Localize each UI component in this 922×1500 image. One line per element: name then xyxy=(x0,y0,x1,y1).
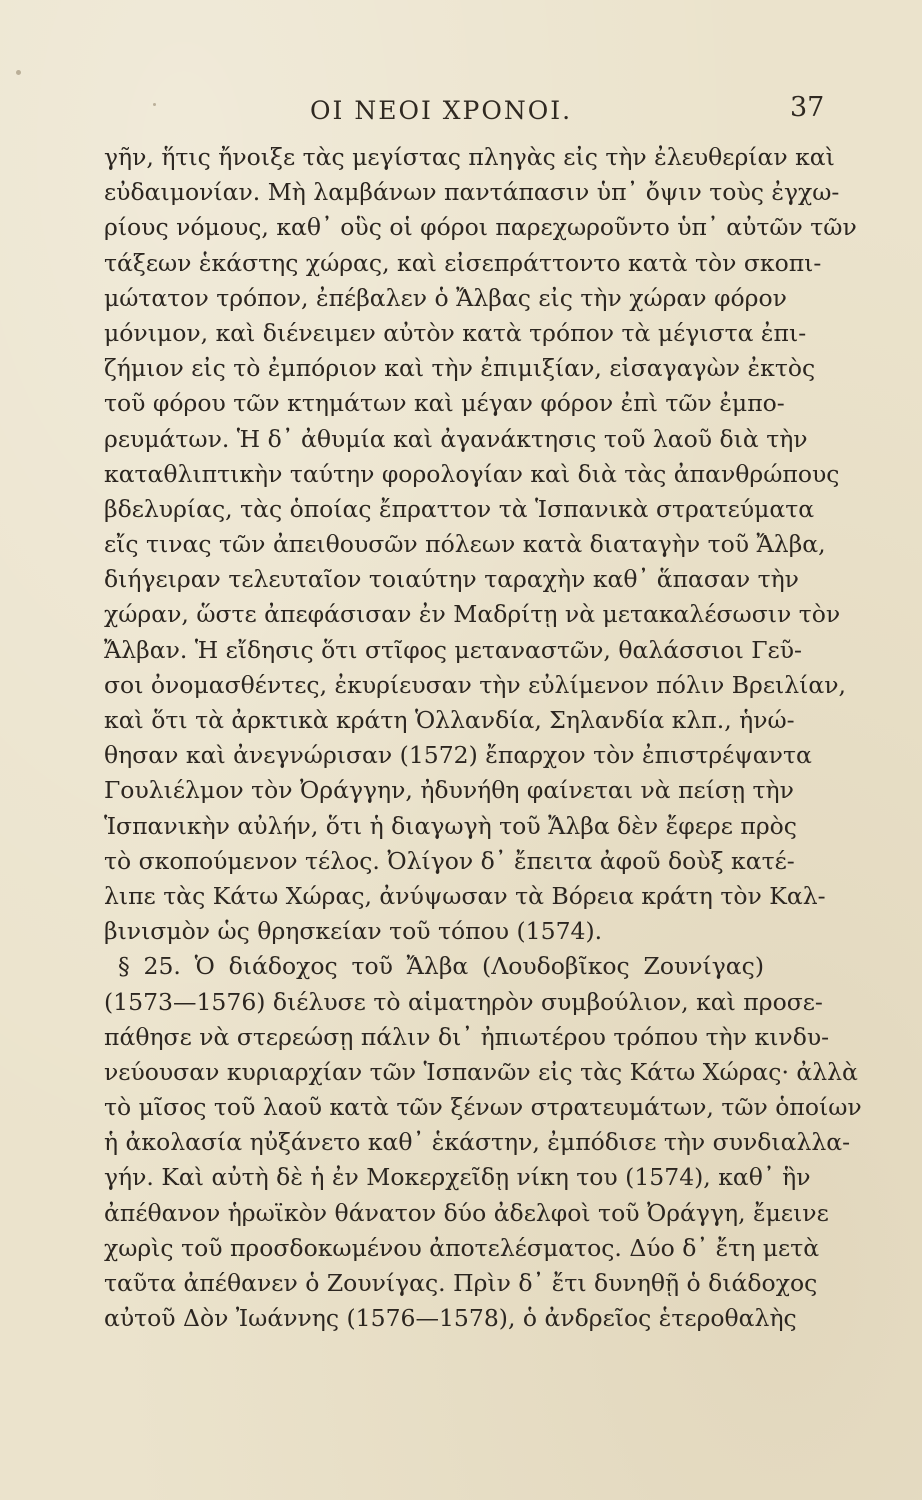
text-line: γήν. Καὶ αὐτὴ δὲ ἡ ἐν Μοκερχεῖδῃ νίκη του (1574), καθ᾽ ἣν xyxy=(104,1163,811,1192)
text-line: μώτατον τρόπον, ἐπέβαλεν ὁ Ἄλβας εἰς τὴν χώραν φόρον xyxy=(104,283,787,312)
text-line: ζήμιον εἰς τὸ ἐμπόριον καὶ τὴν ἐπιμιξίαν, εἰσαγαγὼν ἐκτὸς xyxy=(104,354,816,383)
text-line: διήγειραν τελευταῖον τοιαύτην ταραχὴν καθ᾽ ἅπασαν τὴν xyxy=(104,565,799,594)
text-line: τάξεων ἑκάστης χώρας, καὶ εἰσεπράττοντο κατὰ τὸν σκοπι- xyxy=(104,248,822,277)
text-line: πάθησε νὰ στερεώσῃ πάλιν δι᾽ ἠπιωτέρου τρόπου τὴν κινδυ- xyxy=(104,1022,830,1051)
page-number: 37 xyxy=(790,92,825,123)
text-line: χώραν, ὥστε ἀπεφάσισαν ἐν Μαδρίτῃ νὰ μετακαλέσωσιν τὸν xyxy=(104,600,841,629)
text-line: βδελυρίας, τὰς ὁποίας ἔπραττον τὰ Ἱσπανικὰ στρατεύματα xyxy=(104,494,815,523)
text-line: ρίους νόμους, καθ᾽ οὓς οἱ φόροι παρεχωροῦντο ὑπ᾽ αὐτῶν τῶν xyxy=(104,213,857,242)
text-line: εἴς τινας τῶν ἀπειθουσῶν πόλεων κατὰ διαταγὴν τοῦ Ἄλβα, xyxy=(104,530,826,559)
text-line: καταθλιπτικὴν ταύτην φορολογίαν καὶ διὰ τὰς ἀπανθρώπους xyxy=(104,459,840,488)
text-line: θησαν καὶ ἀνεγνώρισαν (1572) ἔπαρχον τὸν ἐπιστρέψαντα xyxy=(104,741,812,770)
text-line: αὐτοῦ Δὸν Ἰωάννης (1576—1578), ὁ ἀνδρεῖος ἑτεροθαλὴς xyxy=(104,1304,797,1333)
text-line: τὸ σκοπούμενον τέλος. Ὀλίγον δ᾽ ἔπειτα ἀφοῦ δοὺξ κατέ- xyxy=(104,846,795,875)
text-line: ταῦτα ἀπέθανεν ὁ Ζουνίγας. Πρὶν δ᾽ ἔτι δυνηθῇ ὁ διάδοχος xyxy=(104,1269,818,1297)
text-line: καὶ ὅτι τὰ ἀρκτικὰ κράτη Ὁλλανδία, Σηλανδία κλπ., ἡνώ- xyxy=(104,706,795,734)
text-line: εὐδαιμονίαν. Μὴ λαμβάνων παντάπασιν ὑπ᾽ ὄψιν τοὺς ἐγχω- xyxy=(104,178,840,207)
text-line: ἡ ἀκολασία ηὐξάνετο καθ᾽ ἑκάστην, ἐμπόδισε τὴν συνδιαλλα- xyxy=(104,1128,851,1157)
text-line: Ἱσπανικὴν αὐλήν, ὅτι ἡ διαγωγὴ τοῦ Ἄλβα δὲν ἔφερε πρὸς xyxy=(104,811,797,840)
text-line: νεύουσαν κυριαρχίαν τῶν Ἱσπανῶν εἰς τὰς Κάτω Χώρας· ἀλλὰ xyxy=(104,1057,858,1086)
text-line: Γουλιέλμον τὸν Ὀράγγην, ἠδυνήθη φαίνεται νὰ πείσῃ τὴν xyxy=(104,776,794,805)
text-line: λιπε τὰς Κάτω Χώρας, ἀνύψωσαν τὰ Βόρεια κράτη τὸν Καλ- xyxy=(104,881,826,910)
text-line: σοι ὀνομασθέντες, ἐκυρίευσαν τὴν εὐλίμενον πόλιν Βρειλίαν, xyxy=(104,670,846,699)
text-line: χωρὶς τοῦ προσδοκωμένου ἀποτελέσματος. Δύο δ᾽ ἔτη μετὰ xyxy=(104,1233,820,1262)
text-line: τοῦ φόρου τῶν κτημάτων καὶ μέγαν φόρον ἐπὶ τῶν ἐμπο- xyxy=(104,389,785,418)
paper-spot xyxy=(153,103,156,106)
text-line: ἀπέθανον ἡρωϊκὸν θάνατον δύο ἀδελφοὶ τοῦ Ὀράγγη, ἔμεινε xyxy=(104,1198,829,1227)
body-text xyxy=(104,140,862,1336)
text-line: Ἄλβαν. Ἡ εἴδησις ὅτι στῖφος μεταναστῶν, θαλάσσιοι Γεῦ- xyxy=(104,635,802,664)
text-line: ρευμάτων. Ἡ δ᾽ ἀθυμία καὶ ἀγανάκτησις τοῦ λαοῦ διὰ τὴν xyxy=(104,424,808,453)
running-head-title: ΟΙ ΝΕΟΙ ΧΡΟΝΟΙ. xyxy=(310,96,573,125)
text-line: (1573—1576) διέλυσε τὸ αἱματηρὸν συμβούλιον, καὶ προσε- xyxy=(104,987,823,1016)
text-line: τὸ μῖσος τοῦ λαοῦ κατὰ τῶν ξένων στρατευμάτων, τῶν ὁποίων xyxy=(104,1093,862,1122)
text-line: βινισμὸν ὡς θρησκείαν τοῦ τόπου (1574). xyxy=(104,917,603,946)
text-line: γῆν, ἥτις ἤνοιξε τὰς μεγίστας πληγὰς εἰς τὴν ἐλευθερίαν καὶ xyxy=(104,143,835,171)
section-heading-line: § 25. Ὁ διάδοχος τοῦ Ἄλβα (Λουδοβῖκος Ζουνίγας) xyxy=(118,952,764,981)
text-line: μόνιμον, καὶ διένειμεν αὐτὸν κατὰ τρόπον τὰ μέγιστα ἐπι- xyxy=(104,318,807,347)
running-head xyxy=(0,92,922,136)
paper-spot xyxy=(16,70,21,75)
